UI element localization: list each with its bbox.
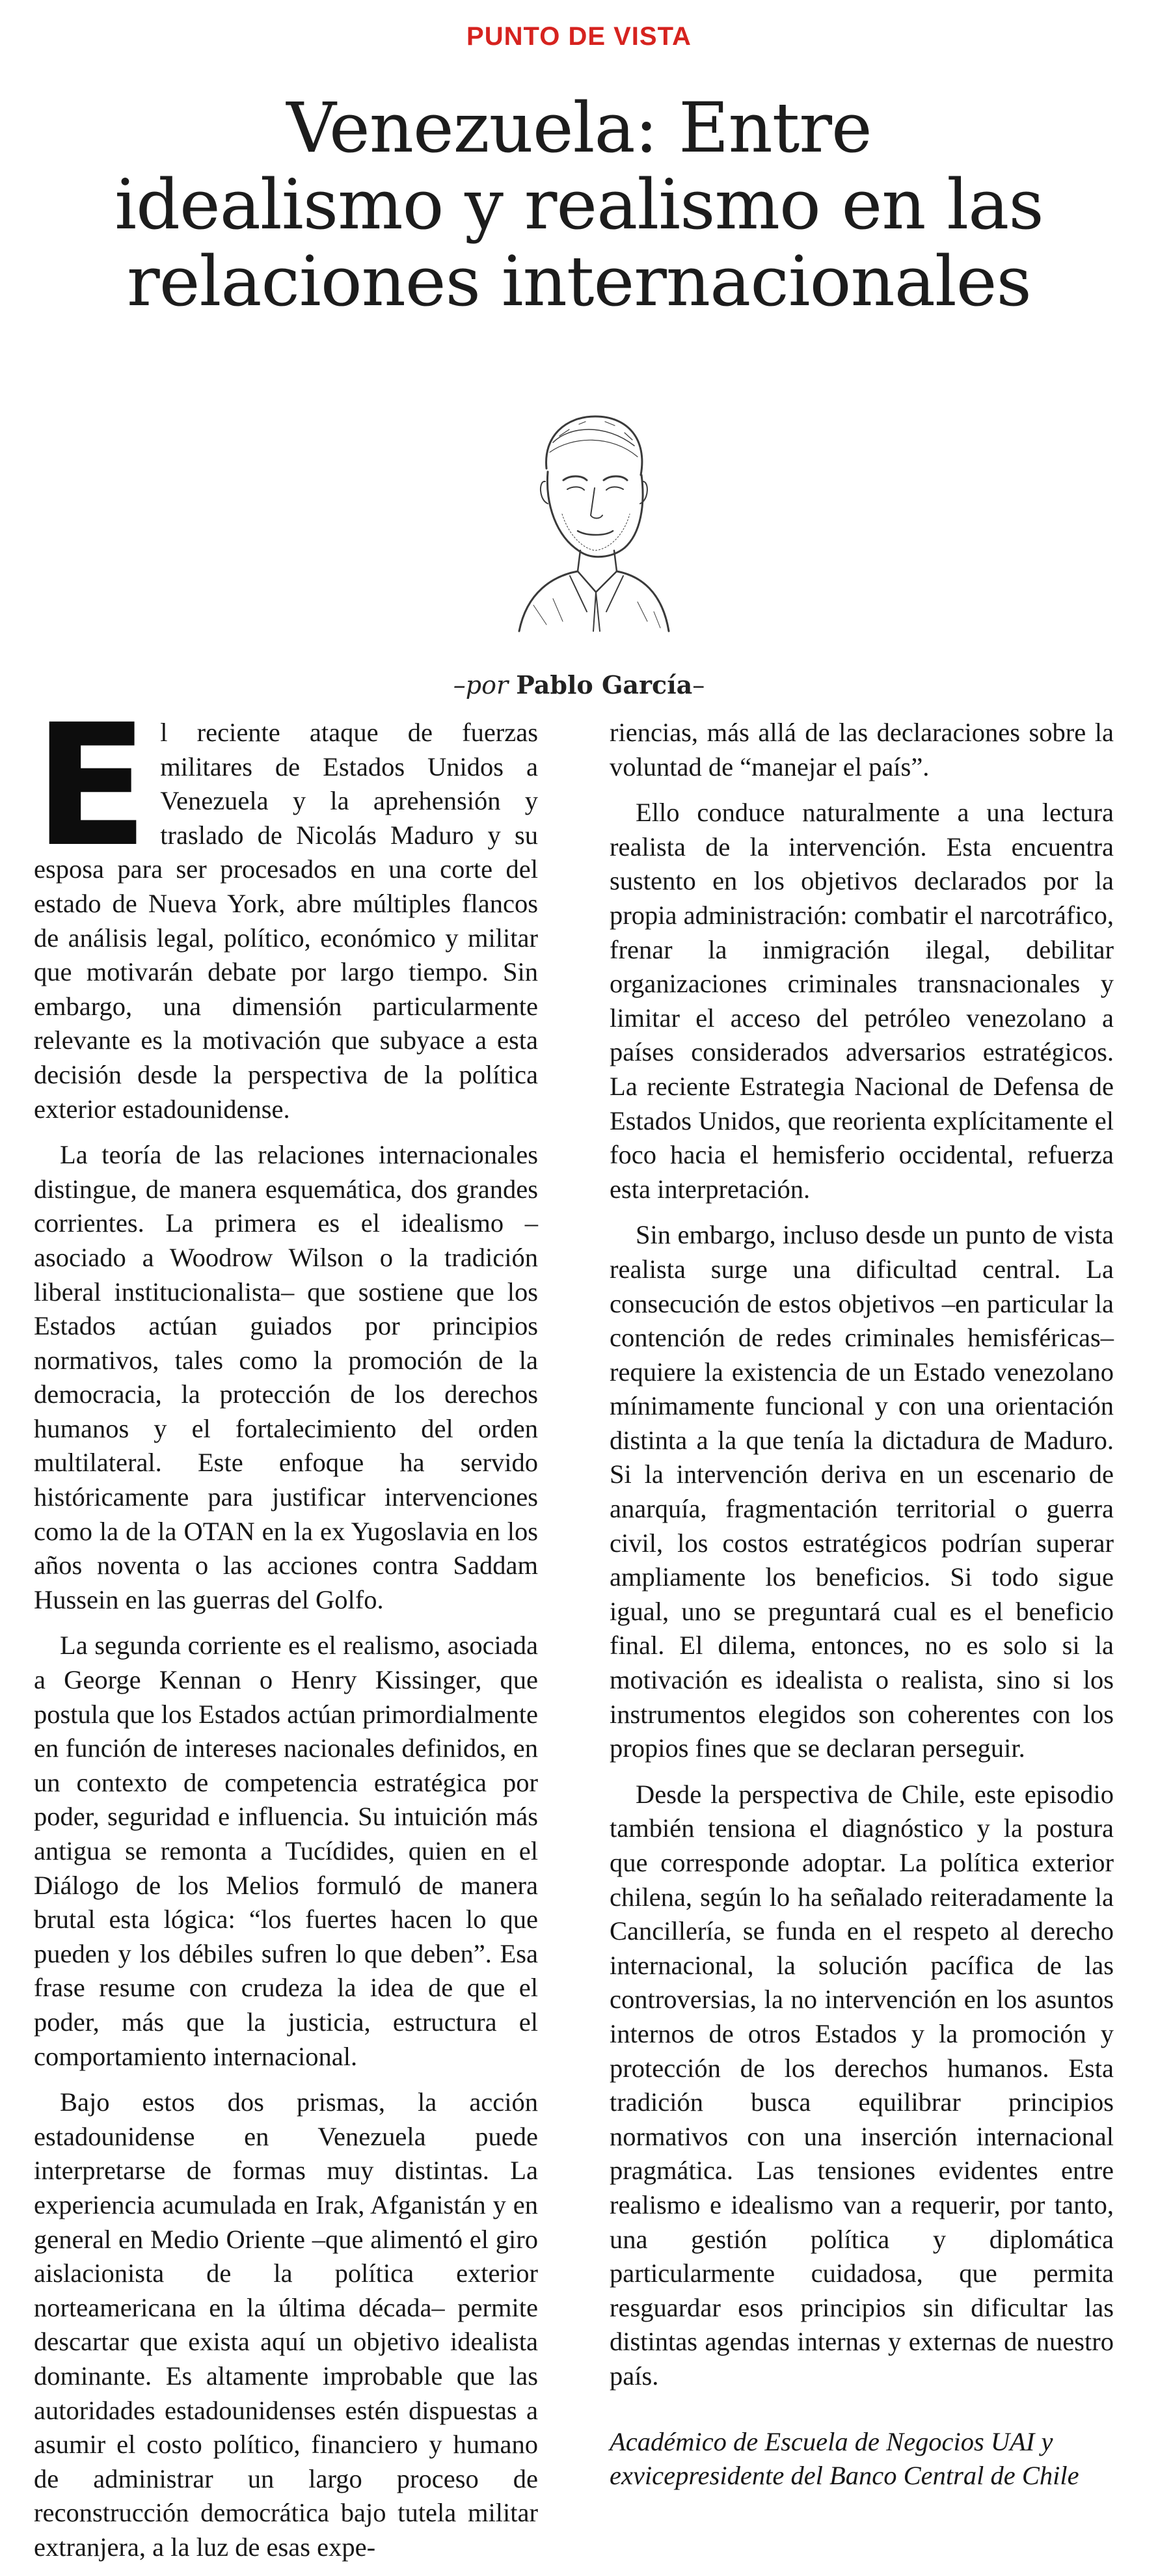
byline-prefix: –por (453, 671, 517, 699)
headline-line: relaciones internacionales (127, 241, 1031, 321)
article-paragraph: riencias, más allá de las declaraciones sobre la voluntad de “manejar el país”. (610, 718, 1114, 781)
article-paragraph: La teoría de las relaciones internacionales distingue, de manera esquemática, dos grandes corrientes. La primera es el idealismo –asociado a Woodrow Wilson o la tradición liberal institucionalista– que sostiene que los Estados actúan guiados por principios normativos, tales como la promoción de la democracia, la protección de los derechos humanos y el fortalecimiento del orden multilateral. Este enfoque ha servido históricamente para justificar intervenciones como la de la OTAN en la ex Yugoslavia en los años noventa o las acciones contra Saddam Hussein en las guerras del Golfo. (34, 1140, 538, 1614)
author-note: Académico de Escuela de Negocios UAI y exvicepresidente del Banco Central de Chile (610, 2426, 1079, 2491)
article-paragraph (34, 688, 538, 1126)
article-paragraph: La segunda corriente es el realismo, asociada a George Kennan o Henry Kissinger, que postula que los Estados actúan primordialmente en función de intereses nacionales definidos, en un contexto de competencia estratégica por poder, seguridad e influencia. Su intuición más antigua se remonta a Tucídides, quien en el Diálogo de los Melios formuló de manera brutal esta lógica: “los fuertes hacen lo que pueden y los débiles sufren lo que deben”. Esa frase resume con crudeza la idea de que el poder, más que la justicia, estructura el comportamiento internacional. (34, 1631, 538, 2071)
article-paragraph: Bajo estos dos prismas, la acción estadounidense en Venezuela puede interpretarse de formas muy distintas. La experiencia acumulada en Irak, Afganistán y en general en Medio Oriente –que alimentó el giro aislacionista de la política exterior norteamericana en la última década– permite descartar que exista aquí un objetivo idealista dominante. Es altamente improbable que las autoridades estadounidenses estén dispuestas a asumir el costo político, financiero y humano de administrar un largo proceso de reconstrucción democrática bajo tutela militar extranjera, a la luz de esas expe- (34, 2087, 538, 2562)
article-paragraph: Desde la perspectiva de Chile, este episodio también tensiona el diagnóstico y la postura que corresponde adoptar. La política exterior chilena, según lo ha señalado reiteradamente la Cancillería, se funda en el respeto al derecho internacional, la solución pacífica de las controversias, la no intervención en los asuntos internos de otros Estados y la promoción y protección de los derechos humanos. Esta tradición busca equilibrar principios normativos con una inserción internacional pragmática. Las tensiones evidentes entre realismo e idealismo van a requerir, por tanto, una gestión política y diplomática particularmente cuidadosa, que permita resguardar esos principios sin dificultar las distintas agendas internas y externas de nuestro país. (610, 1779, 1114, 2391)
article-paragraph: Ello conduce naturalmente a una lectura realista de la intervención. Esta encuentra sustento en los objetivos declarados por la propia administración: combatir el narcotráfico, frenar la inmigración ilegal, debilitar organizaciones criminales transnacionales y limitar el acceso del petróleo venezolano a países considerados adversarios estratégicos. La reciente Estrategia Nacional de Defensa de Estados Unidos, que reorienta explícitamente el foco hacia el hemisferio occidental, refuerza esta interpretación. (610, 798, 1114, 1204)
author-portrait (507, 397, 677, 638)
headline-line: Venezuela: Entre (286, 88, 872, 168)
paragraph-text: l reciente ataque de fuerzas militares de Estados Unidos a Venezuela y la aprehensión y traslado de Nicolás Maduro y su esposa para ser procesados en una corte del estado de Nueva York, abre múltiples flancos de análisis legal, político, económico y militar que motivarán debate por largo tiempo. Sin embargo, una dimensión particularmente relevante es la motivación que subyace a esta decisión desde la perspectiva de la política exterior estadounidense. (34, 718, 538, 1124)
headline (26, 90, 1132, 320)
article-paragraph: Sin embargo, incluso desde un punto de vista realista surge una dificultad central. La consecución de estos objetivos –en particular la contención de redes criminales hemisféricas– requiere la existencia de un Estado venezolano mínimamente funcional y con una orientación distinta a la que tenía la dictadura de Maduro. Si la intervención deriva en un escenario de anarquía, fragmentación territorial o guerra civil, los costos estratégicos podrían superar ampliamente los beneficios. Si todo sigue igual, uno se preguntará cual es el beneficio final. El dilema, entonces, no es solo si la motivación es idealista o realista, sino si los instrumentos elegidos son coherentes con los propios fines que se declaran perseguir. (610, 1220, 1114, 1763)
byline-suffix: – (692, 671, 705, 699)
article-column-left (34, 688, 538, 2576)
byline-author: Pablo García (516, 670, 693, 699)
headline-line: idealismo y realismo en las (114, 165, 1044, 245)
article-column-right (610, 716, 1114, 2505)
drop-cap: E (34, 688, 149, 884)
byline (0, 670, 1158, 699)
section-label: PUNTO DE VISTA (466, 22, 692, 51)
